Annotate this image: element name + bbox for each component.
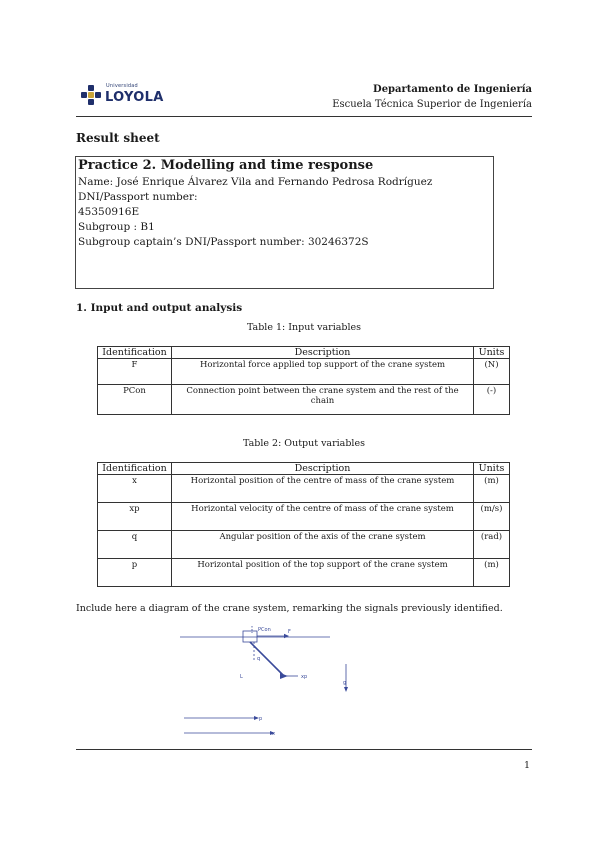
logo-emblem-icon [78, 83, 104, 109]
student-names: Name: José Enrique Álvarez Vila and Fernando Pedrosa Rodríguez [78, 176, 433, 188]
header-divider [76, 116, 532, 117]
output-variables-table [97, 462, 510, 587]
var-id: p [98, 559, 172, 587]
table2-caption: Table 2: Output variables [243, 438, 365, 449]
var-desc: Horizontal position of the top support of the crane system [172, 559, 474, 587]
label-gravity: g [343, 680, 347, 686]
table-row [98, 503, 510, 531]
column-header: Units [474, 347, 510, 359]
school-name: Escuela Técnica Superior de Ingeniería [332, 99, 532, 110]
column-header: Identification [98, 347, 172, 359]
label-p: p [259, 716, 263, 722]
crane-diagram [180, 622, 370, 744]
dni-value: 45350916E [78, 206, 140, 218]
table1-caption: Table 1: Input variables [246, 322, 362, 333]
var-id: xp [98, 503, 172, 531]
logo-small-text: Universidad [106, 83, 138, 89]
var-units: (-) [474, 385, 510, 415]
column-header: Description [172, 347, 474, 359]
label-x: x [272, 731, 275, 737]
var-units: (N) [474, 359, 510, 385]
table-row [98, 475, 510, 503]
var-desc: Horizontal position of the centre of mass of the crane system [172, 475, 474, 503]
label-pcon: PCon [258, 627, 271, 633]
gravity-arrowhead [344, 687, 348, 692]
diagram-instruction: Include here a diagram of the crane system, remarking the signals previously identified. [76, 603, 503, 614]
logo-text: LOYOLA [105, 90, 164, 105]
column-header: Units [474, 463, 510, 475]
table-row [98, 531, 510, 559]
page-number: 1 [524, 760, 531, 771]
var-desc: Horizontal velocity of the centre of mass of the crane system [172, 503, 474, 531]
var-desc: Angular position of the axis of the crane system [172, 531, 474, 559]
var-id: PCon [98, 385, 172, 415]
table-header-row [98, 463, 510, 475]
label-xp: xp [301, 674, 308, 680]
table-header-row [98, 347, 510, 359]
var-id: x [98, 475, 172, 503]
var-desc: Horizontal force applied top support of the crane system [172, 359, 474, 385]
table-row [98, 559, 510, 587]
captain-dni: Subgroup captain’s DNI/Passport number: 30246372S [78, 236, 369, 248]
table-row [98, 359, 510, 385]
practice-title: Practice 2. Modelling and time response [78, 158, 374, 173]
section-heading: 1. Input and output analysis [76, 302, 243, 314]
var-units: (m) [474, 559, 510, 587]
page-title: Result sheet [76, 131, 160, 145]
input-variables-table [97, 346, 510, 415]
department-name: Departamento de Ingeniería [373, 84, 532, 95]
footer-divider [76, 749, 532, 750]
dni-label: DNI/Passport number: [78, 191, 198, 203]
university-logo [78, 83, 168, 109]
mass-marker [280, 673, 288, 679]
trolley-box [243, 631, 257, 642]
var-units: (rad) [474, 531, 510, 559]
label-force: F [288, 629, 291, 635]
label-length: L [240, 674, 243, 680]
var-id: F [98, 359, 172, 385]
column-header: Identification [98, 463, 172, 475]
var-id: q [98, 531, 172, 559]
practice-info-box [75, 156, 494, 289]
var-units: (m/s) [474, 503, 510, 531]
var-units: (m) [474, 475, 510, 503]
table-row [98, 385, 510, 415]
subgroup: Subgroup : B1 [78, 221, 155, 233]
column-header: Description [172, 463, 474, 475]
var-desc: Connection point between the crane system and the rest of the chain [172, 385, 474, 415]
label-q: q [257, 656, 261, 662]
pendulum-rod [250, 642, 284, 676]
